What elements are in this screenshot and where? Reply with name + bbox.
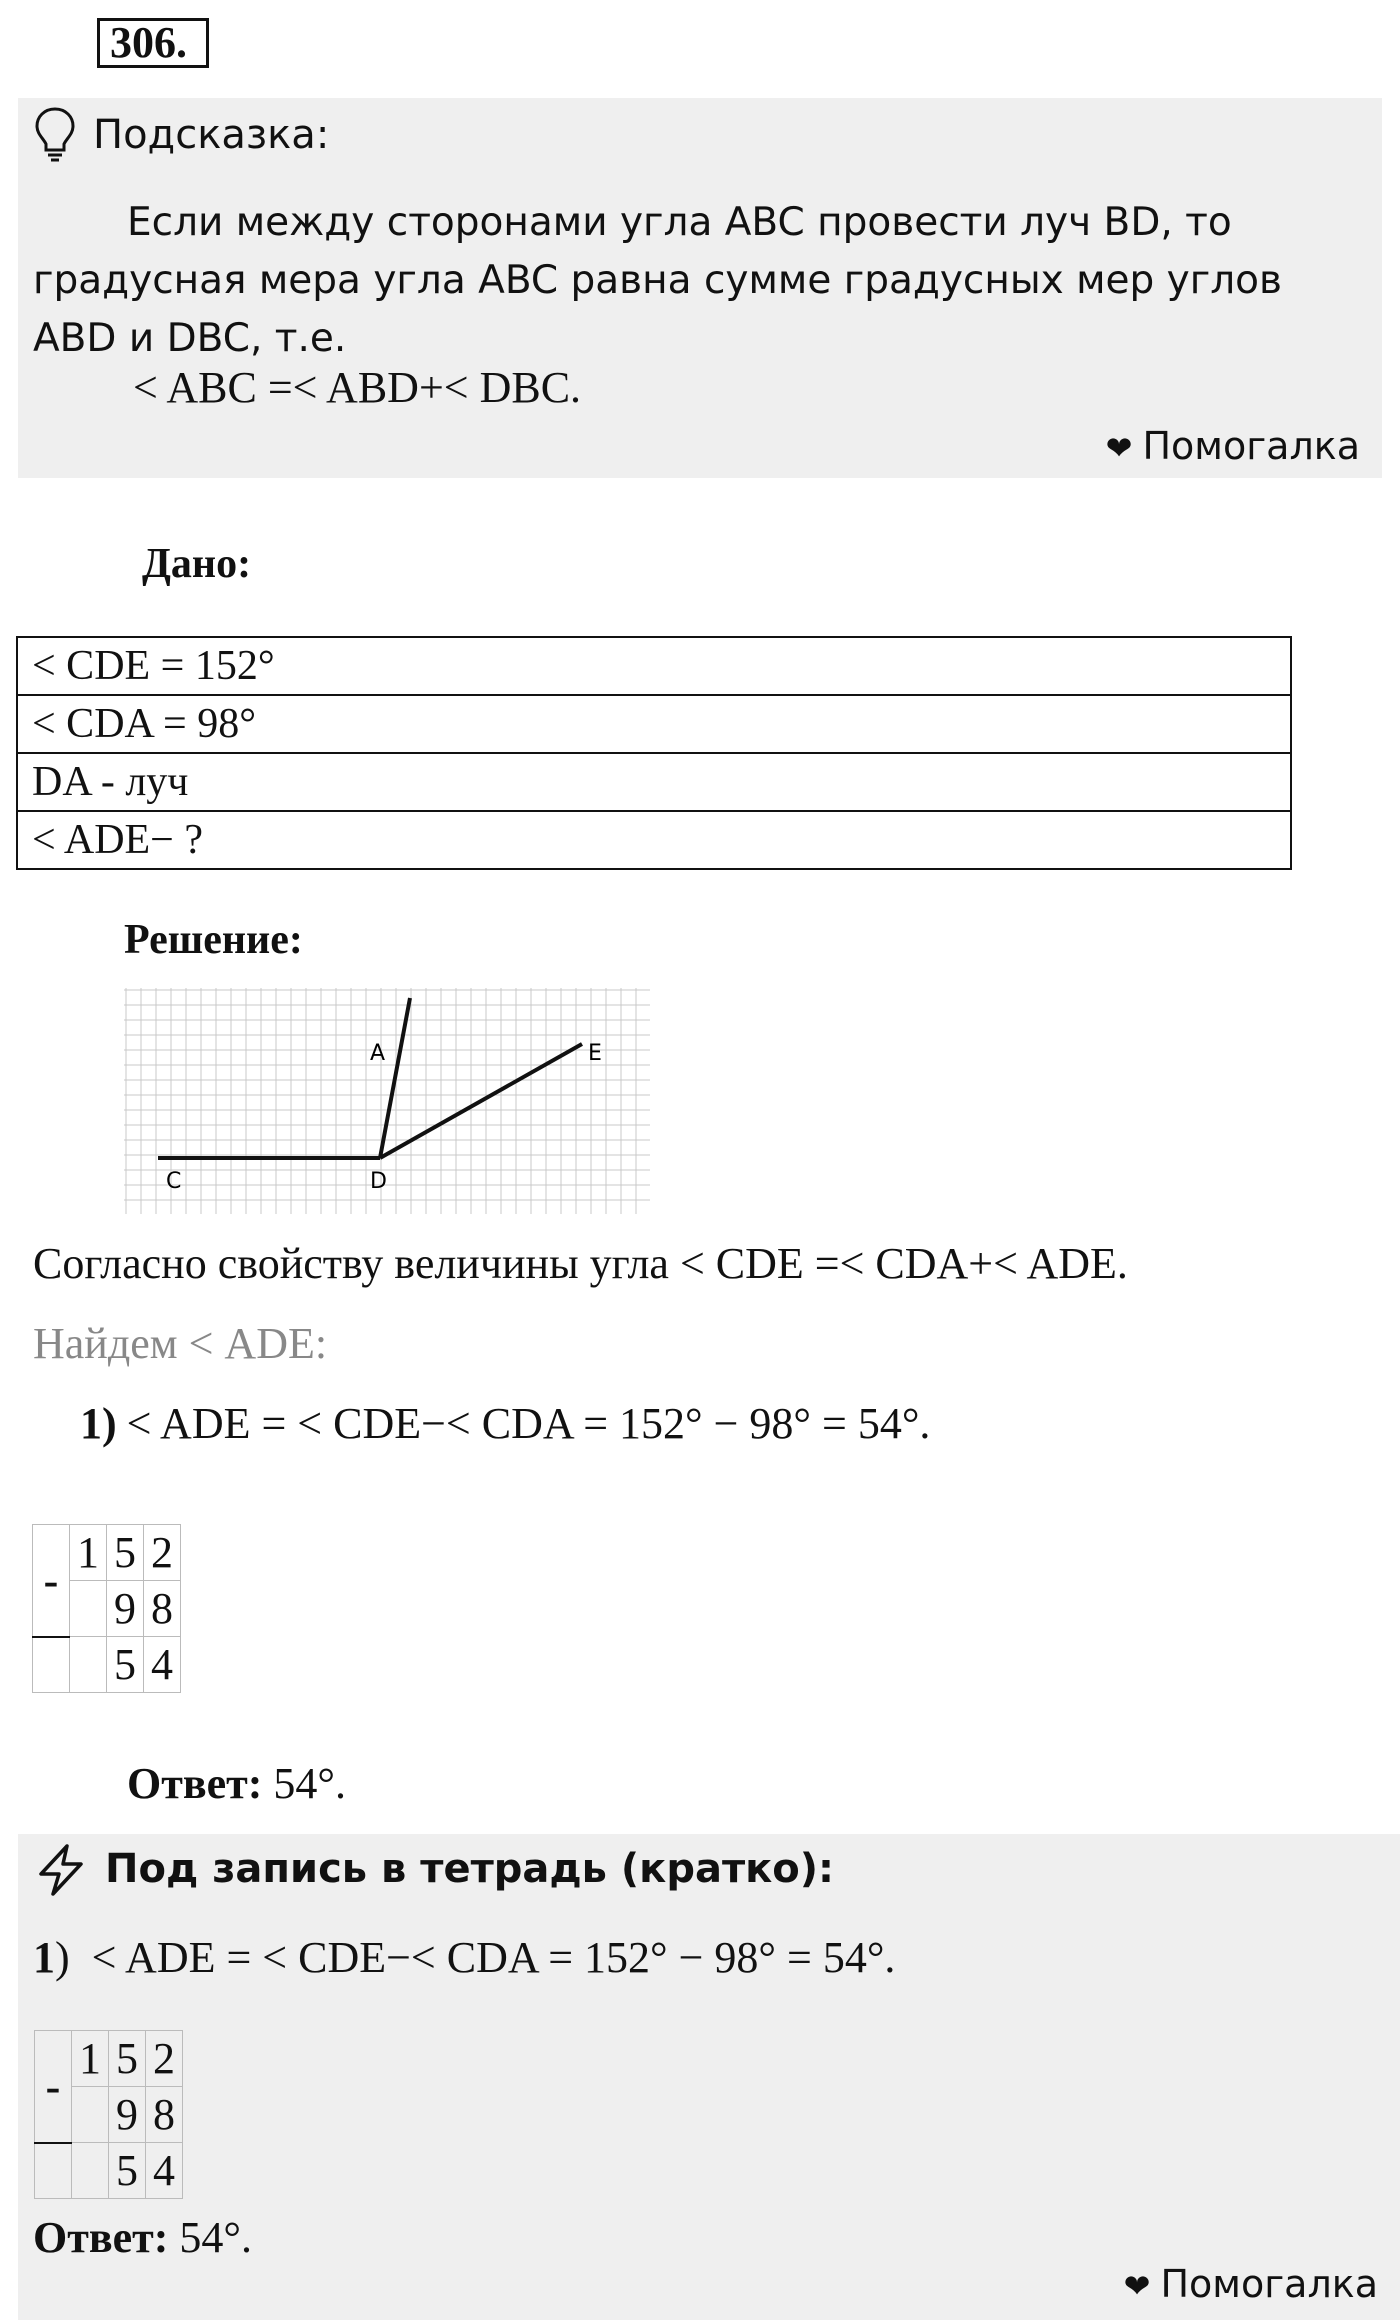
heart-icon: ❤: [1123, 2267, 1151, 2305]
digit: 2: [144, 1525, 181, 1581]
ray-da: [380, 998, 410, 1158]
answer-label: Ответ:: [127, 1759, 263, 1808]
digit: [72, 2143, 109, 2199]
answer-value: 54°.: [179, 2213, 253, 2262]
digit: 8: [144, 1581, 181, 1637]
minus-sign: -: [35, 2031, 72, 2143]
digit: 5: [107, 1637, 144, 1693]
ray-de: [380, 1044, 582, 1158]
solution-step-1: [80, 1398, 930, 1449]
step-paren: ): [55, 1933, 70, 1982]
given-row: < CDE = 152°: [17, 637, 1291, 695]
hint-text: [33, 194, 1353, 368]
minus-sign: -: [33, 1525, 70, 1637]
heart-icon: ❤: [1105, 429, 1133, 467]
lightbulb-icon: [33, 106, 77, 162]
subtraction-column-1: [32, 1524, 181, 1693]
hint-text-body: Если между сторонами угла ABC провести луч BD, то градусная мера угла ABC равна сумме градусных мер углов ABD и DBC, т.е.: [33, 200, 1283, 361]
notebook-brand-label: Помогалка: [1160, 2262, 1378, 2306]
given-table: [16, 636, 1292, 870]
empty-cell: [35, 2143, 72, 2199]
given-row: < CDA = 98°: [17, 695, 1291, 753]
lightning-icon: [33, 1842, 89, 1898]
task-number: 306.: [97, 18, 209, 68]
given-row: < ADE− ?: [17, 811, 1291, 869]
digit: [72, 2087, 109, 2143]
hint-brand-label: Помогалка: [1142, 424, 1360, 468]
label-e: E: [588, 1041, 602, 1066]
digit: 5: [109, 2143, 146, 2199]
answer-label: Ответ:: [33, 2213, 169, 2262]
step-number: 1: [33, 1933, 55, 1982]
answer-value: 54°.: [273, 1759, 347, 1808]
given-title: Дано:: [142, 541, 252, 587]
digit: 9: [107, 1581, 144, 1637]
hint-brand: [1106, 424, 1360, 468]
label-a: A: [370, 1041, 386, 1066]
label-c: C: [166, 1169, 182, 1194]
notebook-title: Под запись в тетрадь (кратко):: [105, 1846, 835, 1892]
notebook-brand: [1124, 2262, 1378, 2306]
digit: 2: [146, 2031, 183, 2087]
notebook-answer: [33, 2212, 252, 2263]
solution-title: Решение:: [124, 917, 303, 963]
digit: 1: [70, 1525, 107, 1581]
digit: 4: [144, 1637, 181, 1693]
angle-figure: [124, 988, 650, 1214]
digit: [70, 1637, 107, 1693]
digit: 5: [107, 1525, 144, 1581]
digit: 1: [72, 2031, 109, 2087]
subtraction-column-2: [34, 2030, 183, 2199]
answer: [127, 1758, 346, 1809]
given-row: DA - луч: [17, 753, 1291, 811]
notebook-step-1: [33, 1932, 895, 1983]
digit: 8: [146, 2087, 183, 2143]
digit: [70, 1581, 107, 1637]
step-number: 1): [80, 1399, 117, 1448]
empty-cell: [33, 1637, 70, 1693]
solution-line-1: Согласно свойству величины угла < CDE =< CDA+< ADE.: [33, 1239, 1128, 1288]
solution-line-2: Найдем < ADE:: [33, 1319, 328, 1368]
step-expression: < ADE = < CDE−< CDA = 152° − 98° = 54°.: [126, 1399, 931, 1448]
digit: 4: [146, 2143, 183, 2199]
digit: 9: [109, 2087, 146, 2143]
hint-formula: < ABC =< ABD+< DBC.: [133, 363, 582, 412]
label-d: D: [370, 1169, 387, 1194]
step-expression: < ADE = < CDE−< CDA = 152° − 98° = 54°.: [91, 1933, 896, 1982]
grid-lines: [124, 988, 650, 1214]
digit: 5: [109, 2031, 146, 2087]
hint-title: Подсказка:: [93, 112, 330, 158]
